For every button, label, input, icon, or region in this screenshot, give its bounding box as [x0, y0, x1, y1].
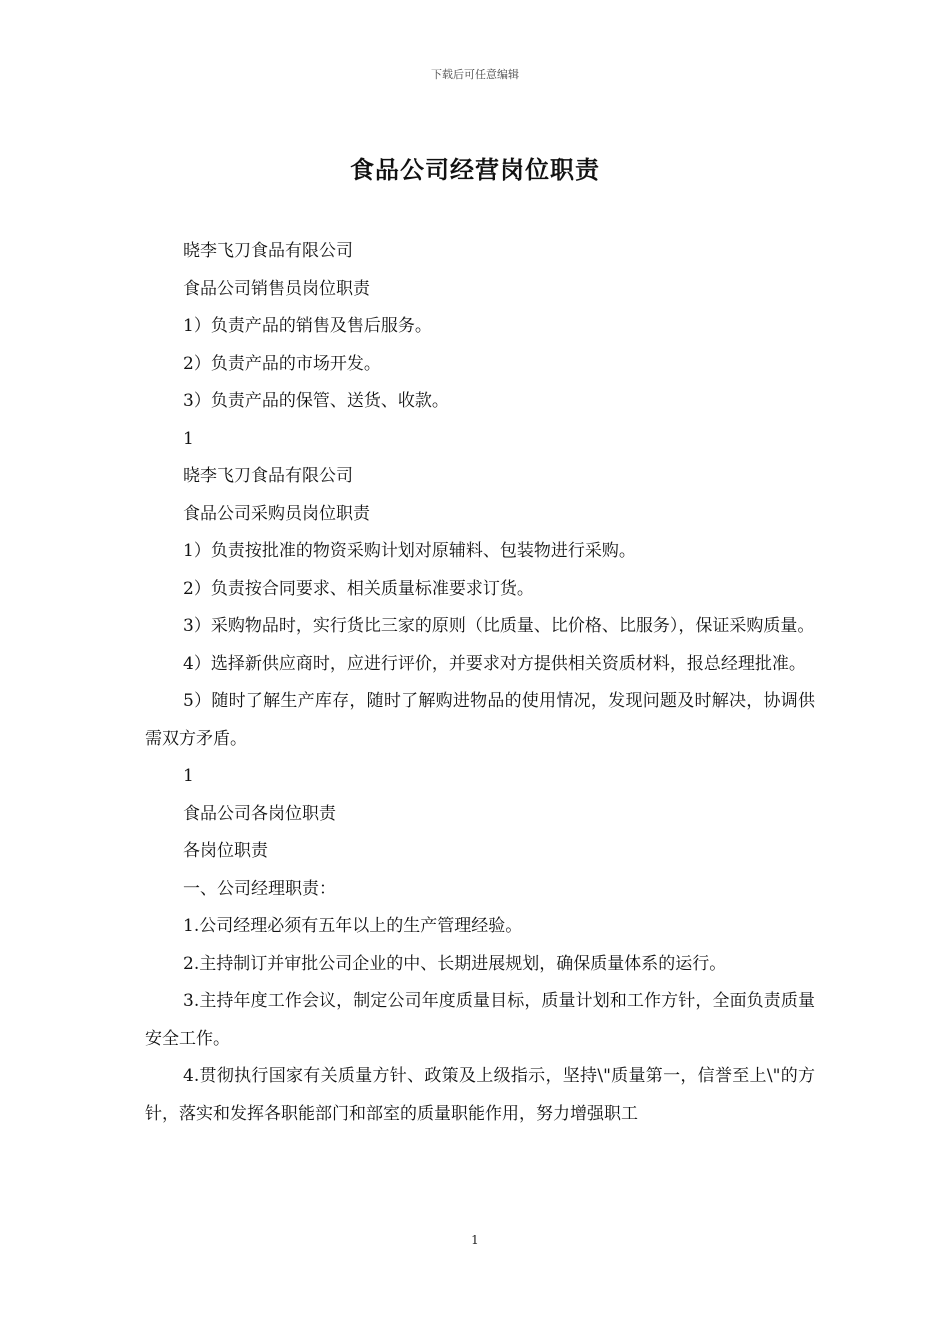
paragraph: 4.贯彻执行国家有关质量方针、政策及上级指示，坚持\"质量第一，信誉至上\"的方针，落实和发挥各职能部门和部室的质量职能作用，努力增强职工: [145, 1066, 815, 1124]
page-number: 1: [471, 1233, 479, 1247]
paragraph: 3）负责产品的保管、送货、收款。: [183, 391, 449, 411]
paragraph: 一、公司经理职责：: [183, 878, 336, 899]
paragraph: 1）负责产品的销售及售后服务。: [183, 316, 432, 336]
paragraph: 4）选择新供应商时，应进行评价，并要求对方提供相关资质材料，报总经理批准。: [183, 653, 806, 674]
paragraph: 1: [183, 428, 194, 449]
paragraph: 各岗位职责: [183, 841, 268, 861]
paragraph: 3）采购物品时，实行货比三家的原则（比质量、比价格、比服务），保证采购质量。: [183, 616, 815, 636]
paragraph: 食品公司销售员岗位职责: [183, 278, 370, 299]
paragraph: 2）负责按合同要求、相关质量标准要求订货。: [183, 578, 534, 599]
paragraph: 1）负责按批准的物资采购计划对原辅料、包装物进行采购。: [183, 541, 636, 561]
paragraph: 3.主持年度工作会议，制定公司年度质量目标，质量计划和工作方针，全面负责质量安全工作。: [145, 991, 815, 1049]
paragraph: 食品公司各岗位职责: [183, 803, 336, 824]
document-body: [145, 233, 815, 1133]
paragraph: 5）随时了解生产库存，随时了解购进物品的使用情况，发现问题及时解决，协调供需双方矛盾。: [145, 691, 815, 749]
paragraph: 晓李飞刀食品有限公司: [183, 241, 353, 261]
document-title: 食品公司经营岗位职责: [350, 155, 600, 184]
paragraph: 2）负责产品的市场开发。: [183, 353, 381, 374]
paragraph: 食品公司采购员岗位职责: [183, 503, 370, 524]
paragraph: 1.公司经理必须有五年以上的生产管理经验。: [183, 916, 523, 936]
paragraph: 1: [183, 766, 194, 786]
paragraph: 晓李飞刀食品有限公司: [183, 466, 353, 486]
page-header: 下载后可任意编辑: [431, 68, 519, 81]
paragraph: 2.主持制订并审批公司企业的中、长期进展规划，确保质量体系的运行。: [183, 953, 727, 974]
